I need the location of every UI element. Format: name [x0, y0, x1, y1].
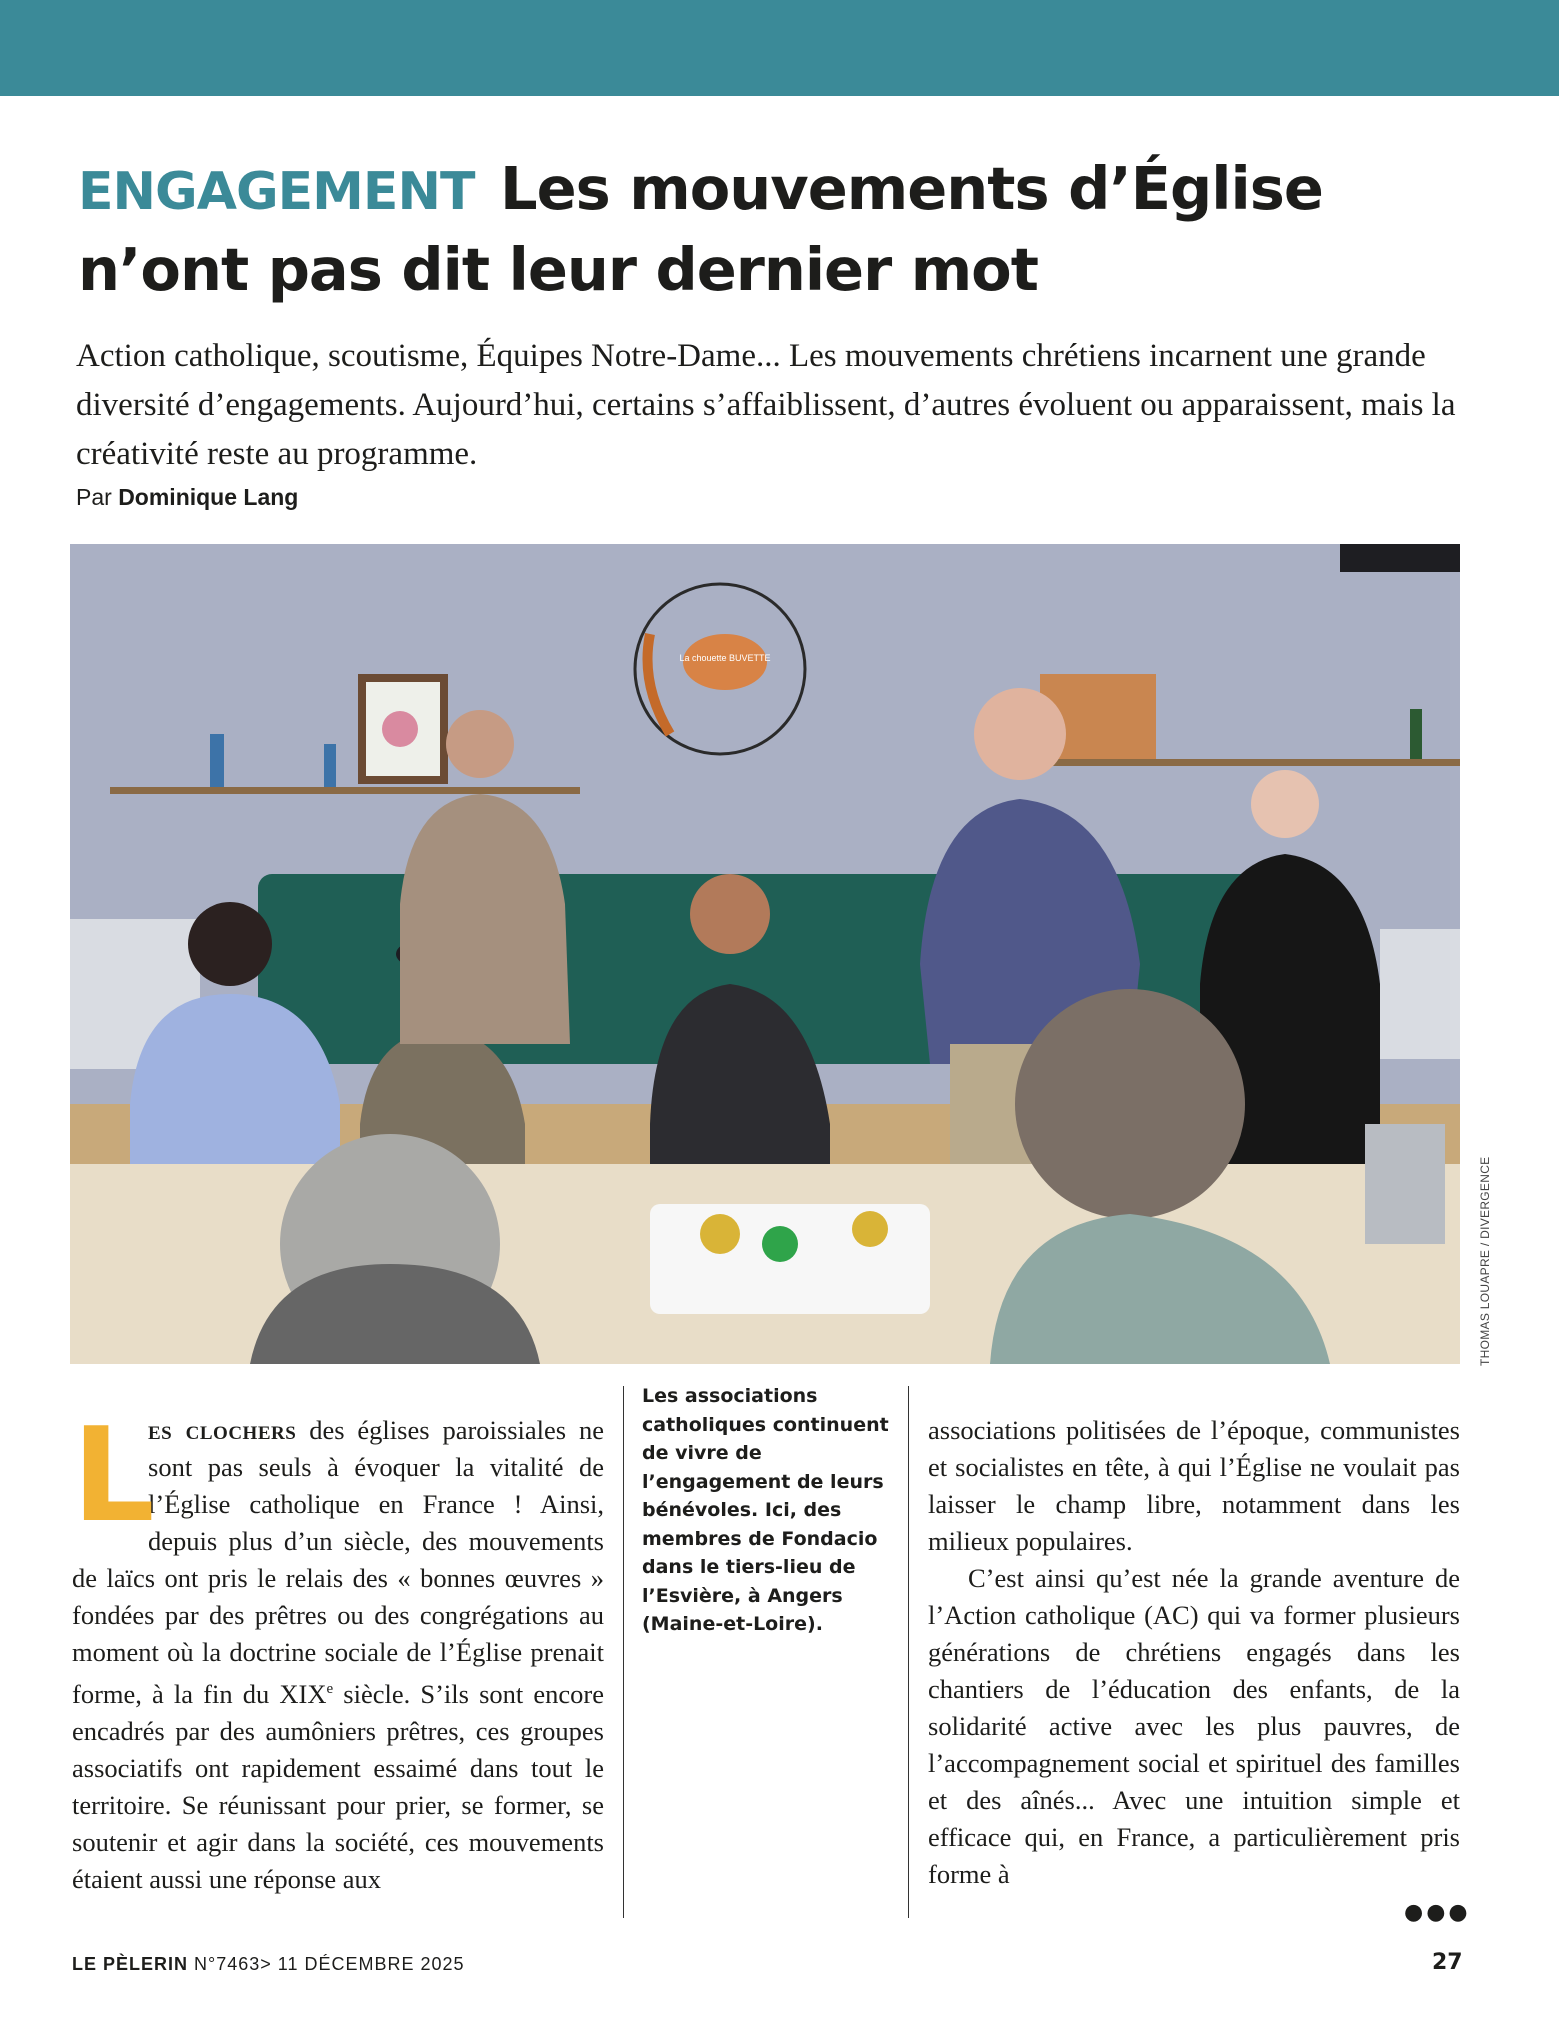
headline [78, 150, 1498, 309]
body-column-3 [928, 1412, 1460, 1893]
continued-marker: ●●● [1404, 1900, 1471, 1925]
photo-sign-text: La chouette BUVETTE [679, 653, 771, 663]
article-photo [70, 544, 1460, 1364]
page-footer [72, 1954, 465, 1975]
page-number: 27 [1432, 1950, 1463, 1975]
column-rule-1 [623, 1386, 624, 1918]
paragraph-1-text-continued: siècle. S’ils sont encore encadrés par des aumôniers prêtres, ces groupes associatifs ont rapidement essaimé dans tout le territoire. Se réunissant pour prier, se former, se soutenir et agir dans la société, ces mouvements étaient aussi une réponse aux [72, 1678, 604, 1894]
body-column-1 [72, 1399, 604, 1898]
section-kicker: ENGAGEMENT [78, 162, 475, 222]
photo-credit: THOMAS LOUAPRE / DIVERGENCE [1478, 1156, 1492, 1366]
column-rule-2 [908, 1386, 909, 1918]
photo-caption: Les associations catholiques continuent de vivre de l’engagement de leurs bénévoles. Ici, des membres de Fondacio dans le tiers-lieu de l’Esvière, à Angers (Maine-et-Loire). [642, 1385, 889, 1635]
top-color-band [0, 0, 1559, 96]
byline-prefix: Par [76, 484, 112, 510]
body-paragraph-3: C’est ainsi qu’est née la grande aventure de l’Action catholique (AC) qui va former plusieurs générations de chrétiens engagés dans les chantiers de l’éducation des enfants, de la solidarité active avec les plus pauvres, de l’accompagnement social et spirituel des familles et des aînés... Avec une intuition simple et efficace qui, en France, a particulièrement pris forme à [928, 1563, 1460, 1889]
author-name: Dominique Lang [118, 484, 299, 510]
paragraph-1-text: des églises paroissiales ne sont pas seuls à évoquer la vitalité de l’Église catholique en France ! Ainsi, depuis plus d’un siècle, des mouvements de laïcs ont pris le relais des « bonnes œuvres » fondées par des prêtres ou des congrégations au moment où la doctrine sociale de l’Église prenait forme, à la fin du XIX [72, 1415, 604, 1709]
century-superscript: e [326, 1681, 334, 1697]
lead-in: es clochers [148, 1415, 297, 1445]
body-paragraph-2: associations politisées de l’époque, communistes et socialistes en tête, à qui l’Église ne voulait pas laisser le champ libre, notamment dans les milieux populaires. [928, 1415, 1460, 1556]
article-title: Les mouvements d’Église n’ont pas dit leur dernier mot [78, 154, 1323, 304]
standfirst: Action catholique, scoutisme, Équipes Notre-Dame... Les mouvements chrétiens incarnent une grande diversité d’engagements. Aujourd’hui, certains s’affaiblissent, d’autres évoluent ou apparaissent, mais la créativité reste au programme. [76, 338, 1456, 472]
dropcap-letter: L [72, 1399, 155, 1551]
byline [76, 484, 298, 511]
dropcap [72, 1399, 155, 1551]
body-paragraph-1 [72, 1399, 604, 1898]
issue-info: N°7463> 11 DÉCEMBRE 2025 [194, 1954, 465, 1974]
magazine-name: LE PÈLERIN [72, 1954, 189, 1974]
photo-illustration [70, 544, 1460, 1364]
